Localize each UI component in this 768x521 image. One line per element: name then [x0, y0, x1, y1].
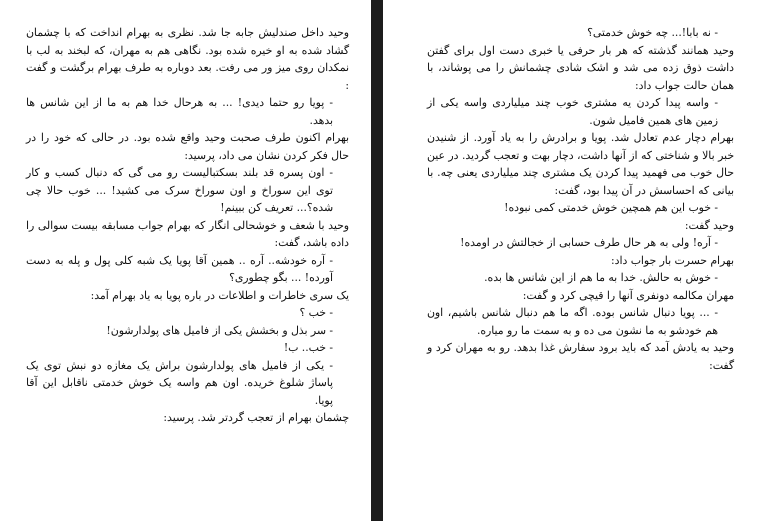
narrative-paragraph: وحید داخل صندلیش جابه جا شد. نظری به بهرام انداخت که با چشمان گشاد شده به او خیره شده بود. نگاهی هم به مهران، که لبخند به لب با نمکدان روی میز ور می رفت. بعد دوباره به طرف بهرام برگشت و گفت :: [26, 26, 349, 92]
right-page-text: [427, 24, 734, 374]
narrative-paragraph: یک سری خاطرات و اطلاعات در باره پویا به یاد بهرام آمد:: [90, 288, 349, 302]
narrative-paragraph: بهرام حسرت بار جواب داد:: [611, 253, 734, 267]
narrative-paragraph: وحید به یادش آمد که باید برود سفارش غذا بدهد. رو به مهران کرد و گفت:: [427, 341, 734, 372]
left-page-text: [26, 24, 349, 427]
dialogue-line: - خب ؟: [299, 306, 333, 319]
narrative-paragraph: چشمان بهرام از تعجب گردتر شد. پرسید:: [163, 411, 349, 424]
dialogue-line: - اون پسره قد بلند بسکتبالیست رو می گی که دنبال کسب و کار توی این سوراخ و اون سوراخ سرک می کشید! ... خوب حالا چی شده؟... تعریف کن ببینم!: [26, 166, 333, 214]
narrative-paragraph: بهرام دچار عدم تعادل شد. پویا و برادرش را به یاد آورد. از شنیدن خبر بالا و شناختی که از آنها داشت، دچار بهت و تعجب گردید. در عین حال خوب می فهمید پیدا کردن یک مشتری چند میلیاردی یعنی چه. با بیانی که احساسش در آن پیدا بود، گفت:: [427, 131, 734, 197]
right-page: [383, 0, 768, 521]
dialogue-line: - یکی از فامیل های پولدارشون براش یک مغازه دو نبش توی یک پاساژ شلوغ خریده. اون هم واسه یک خوش خدمتی ناقابل این آقا پویا.: [26, 358, 333, 407]
narrative-paragraph: وحید همانند گذشته که هر بار حرفی یا خبری دست اول برای گفتن داشت ذوق زده می شد و اشک شادی چشمانش را می پوشاند، با همان حالت جواب داد:: [427, 43, 734, 92]
dialogue-line: - نه بابا!... چه خوش خدمتی؟: [587, 26, 718, 39]
dialogue-line: - سر بذل و بخشش یکی از فامیل های پولدارشون!: [106, 323, 333, 337]
dialogue-line: - خوش به حالش. خدا به ما هم از این شانس ها بده.: [484, 271, 718, 284]
left-page: [0, 0, 371, 521]
dialogue-line: - آره! ولی به هر حال طرف حسابی از خجالتش در اومده!: [460, 236, 718, 249]
dialogue-line: - ... پویا دنبال شانس بوده. اگه ما هم دنبال شانس باشیم، اون هم خودشو به ما نشون می ده و به سمت ما رو میاره.: [427, 306, 718, 337]
book-gutter: [371, 0, 383, 521]
dialogue-line: - واسه پیدا کردن یه مشتری خوب چند میلیاردی واسه یکی از زمین های همین فامیل شون.: [427, 96, 718, 127]
dialogue-line: - خب.. ب!: [283, 341, 333, 354]
narrative-paragraph: بهرام اکنون طرف صحبت وحید واقع شده بود. در حالی که خود را در حال فکر کردن نشان می داد، پرسید:: [26, 131, 349, 162]
dialogue-line: - آره خودشه.. آره .. همین آقا پویا یک شبه کلی پول و پله به دست آورده! ... بگو چطوری؟: [26, 253, 333, 284]
narrative-paragraph: وحید گفت:: [684, 218, 734, 232]
dialogue-line: - خوب این هم همچین خوش خدمتی کمی نبوده!: [504, 201, 718, 214]
dialogue-line: - پویا رو حتما دیدی! ... به هرحال خدا هم به ما از این شانس ها بدهد.: [26, 96, 333, 127]
narrative-paragraph: مهران مکالمه دونفری آنها را قیچی کرد و گفت:: [522, 288, 734, 302]
narrative-paragraph: وحید با شعف و خوشحالی انگار که بهرام جواب مسابقه بیست سوالی را داده باشد، گفت:: [26, 218, 349, 249]
